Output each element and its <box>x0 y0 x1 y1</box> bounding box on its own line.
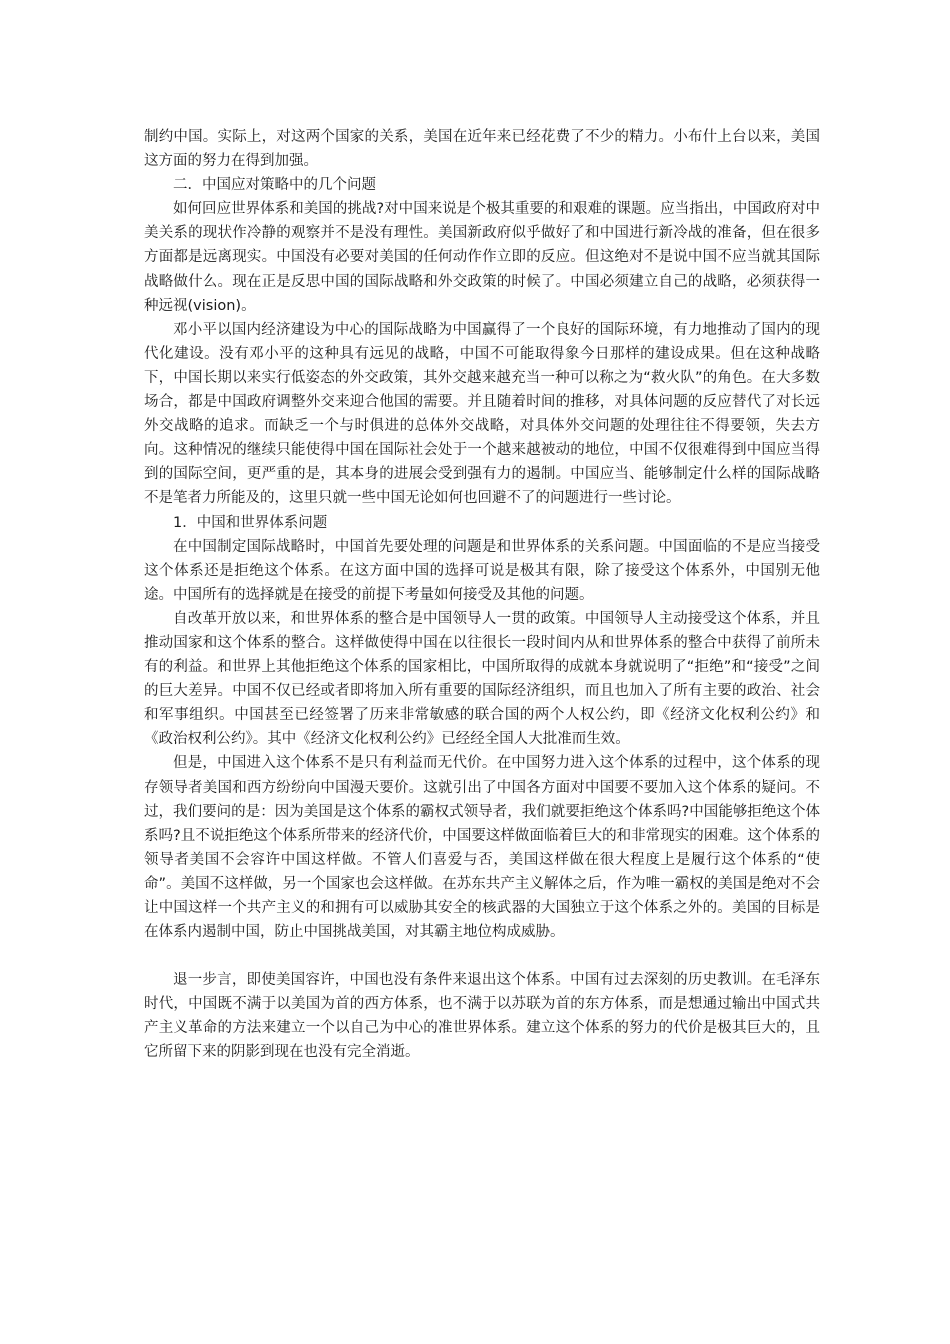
paragraph: 邓小平以国内经济建设为中心的国际战略为中国赢得了一个良好的国际环境，有力地推动了国内的现代化建设。没有邓小平的这种具有远见的战略，中国不可能取得象今日那样的建设成果。但在这种战略下，中国长期以来实行低姿态的外交政策，其外交越来越充当一种可以称之为“救火队”的角色。在大多数场合，都是中国政府调整外交来迎合他国的需要。并且随着时间的推移，对具体问题的反应替代了对长远外交战略的追求。而缺乏一个与时俱进的总体外交战略，对具体外交问题的处理往往不得要领，失去方向。这种情况的继续只能使得中国在国际社会处于一个越来越被动的地位，中国不仅很难得到中国应当得到的国际空间，更严重的是，其本身的进展会受到强有力的遏制。中国应当、能够制定什么样的国际战略不是笔者力所能及的，这里只就一些中国无论如何也回避不了的问题进行一些讨论。 <box>144 321 820 507</box>
subsection-heading-world-system: 1．中国和世界体系问题 <box>173 514 328 531</box>
document-page <box>144 125 820 1065</box>
section-heading-strategy: 二．中国应对策略中的几个问题 <box>173 177 376 194</box>
paragraph: 自改革开放以来，和世界体系的整合是中国领导人一贯的政策。中国领导人主动接受这个体系，并且推动国家和这个体系的整合。这样做使得中国在以往很长一段时间内从和世界体系的整合中获得了前所未有的利益。和世界上其他拒绝这个体系的国家相比，中国所取得的成就本身就说明了“拒绝”和“接受”之间的巨大差异。中国不仅已经或者即将加入所有重要的国际经济组织，而且也加入了所有主要的政治、社会和军事组织。中国甚至已经签署了历来非常敏感的联合国的两个人权公约，即《经济文化权利公约》和《政治权利公约》。其中《经济文化权利公约》已经经全国人大批准而生效。 <box>144 610 820 748</box>
paragraph: 如何回应世界体系和美国的挑战?对中国来说是个极其重要的和艰难的课题。应当指出，中国政府对中美关系的现状作冷静的观察并不是没有理性。美国新政府似乎做好了和中国进行新冷战的准备，但在很多方面都是远离现实。中国没有必要对美国的任何动作作立即的反应。但这绝对不是说中国不应当就其国际战略做什么。现在正是反思中国的国际战略和外交政策的时候了。中国必须建立自己的战略，必须获得一种远视(vision)。 <box>144 201 820 314</box>
paragraph-continuation: 制约中国。实际上，对这两个国家的关系，美国在近年来已经花费了不少的精力。小布什上台以来，美国这方面的努力在得到加强。 <box>144 129 820 170</box>
paragraph: 退一步言，即使美国容许，中国也没有条件来退出这个体系。中国有过去深刻的历史教训。在毛泽东时代，中国既不满于以美国为首的西方体系，也不满于以苏联为首的东方体系，而是想通过输出中国式共产主义革命的方法来建立一个以自己为中心的准世界体系。建立这个体系的努力的代价是极其巨大的，且它所留下来的阴影到现在也没有完全消逝。 <box>144 972 820 1061</box>
paragraph: 在中国制定国际战略时，中国首先要处理的问题是和世界体系的关系问题。中国面临的不是应当接受这个体系还是拒绝这个体系。在这方面中国的选择可说是极其有限，除了接受这个体系外，中国别无他途。中国所有的选择就是在接受的前提下考量如何接受及其他的问题。 <box>144 538 820 603</box>
paragraph-spacer <box>144 944 820 968</box>
paragraph: 但是，中国进入这个体系不是只有利益而无代价。在中国努力进入这个体系的过程中，这个体系的现存领导者美国和西方纷纷向中国漫天要价。这就引出了中国各方面对中国要不要加入这个体系的疑问。不过，我们要问的是：因为美国是这个体系的霸权式领导者，我们就要拒绝这个体系吗?中国能够拒绝这个体系吗?且不说拒绝这个体系所带来的经济代价，中国要这样做面临着巨大的和非常现实的困难。这个体系的领导者美国不会容许中国这样做。不管人们喜爱与否，美国这样做在很大程度上是履行这个体系的“使命”。美国不这样做，另一个国家也会这样做。在苏东共产主义解体之后，作为唯一霸权的美国是绝对不会让中国这样一个共产主义的和拥有可以威胁其安全的核武器的大国独立于这个体系之外的。美国的目标是在体系内遏制中国，防止中国挑战美国，对其霸主地位构成威胁。 <box>144 755 820 941</box>
